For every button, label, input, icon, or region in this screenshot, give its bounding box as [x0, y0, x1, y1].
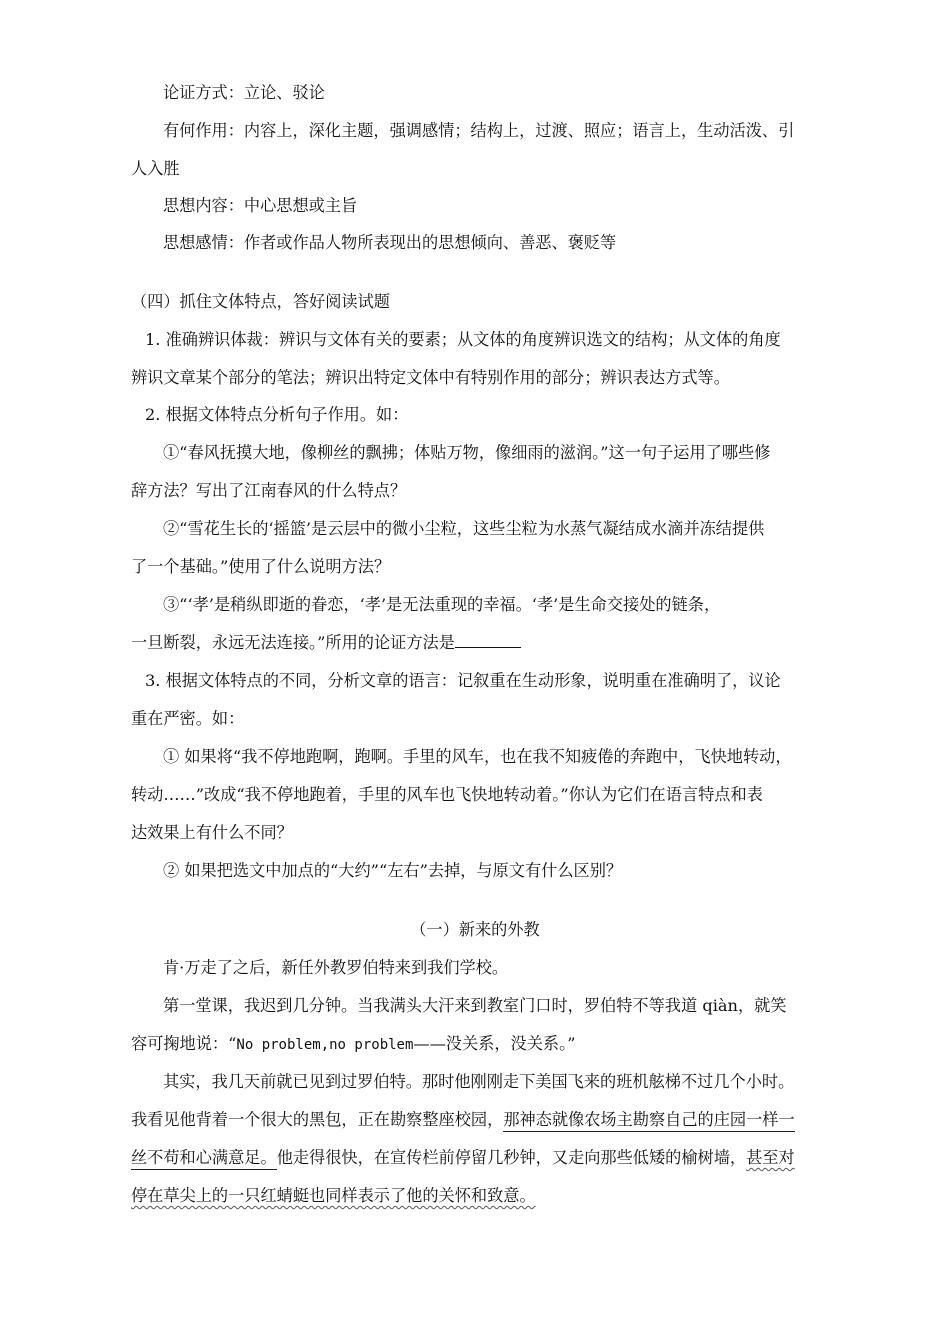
passage-para-3-cont [131, 1110, 795, 1130]
example-1-cont: 辞方法？写出了江南春风的什么特点？ [131, 481, 407, 500]
passage-para-3-cont3 [131, 1186, 536, 1206]
point-3-cont: 重在严密。如： [131, 709, 245, 728]
passage-title: （一）新来的外教 [410, 920, 540, 939]
quote-open: 容可掬地说：“ [131, 1034, 237, 1053]
note-feeling: 思想感情：作者或作品人物所表现出的思想倾向、善恶、褒贬等 [163, 233, 617, 252]
example-4: ① 如果将“我不停地跑啊，跑啊。手里的风车，也在我不知疲倦的奔跑中，飞快地转动， [163, 747, 792, 766]
english-quote: No problem,no problem [236, 1037, 414, 1053]
note-content: 思想内容：中心思想或主旨 [163, 196, 358, 215]
example-2: ②“雪花生长的‘摇篮’是云层中的微小尘粒，这些尘粒为水蒸气凝结成水滴并冻结提供 [163, 519, 765, 538]
underlined-sentence: 那神态就像农场主勘察自己的庄园一样一 [503, 1110, 794, 1132]
para-3-mid: 他走得很快，在宣传栏前停留几秒钟，又走向那些低矮的榆树墙， [276, 1148, 747, 1167]
example-4-cont2: 达效果上有什么不同？ [131, 823, 293, 842]
point-1-cont: 辨识文章某个部分的笔法；辨识出特定文体中有特别作用的部分；辨识表达方式等。 [131, 368, 730, 387]
passage-para-3: 其实，我几天前就已见到过罗伯特。那时他刚刚走下美国飞来的班机舷梯不过几个小时。 [163, 1072, 795, 1091]
wavy-underlined-sentence-cont: 停在草尖上的一只红蜻蜓也同样表示了他的关怀和致意。 [131, 1186, 536, 1205]
passage-para-1: 肯·万走了之后，新任外教罗伯特来到我们学校。 [163, 958, 509, 977]
example-3-text: 一旦断裂，永远无法连接。”所用的论证方法是 [131, 633, 455, 652]
note-function: 有何作用：内容上，深化主题，强调感情；结构上，过渡、照应；语言上，生动活泼、引 [163, 121, 795, 140]
point-2: 2. 根据文体特点分析句子作用。如： [145, 405, 409, 424]
section-heading: （四）抓住文体特点，答好阅读试题 [131, 292, 390, 311]
underlined-sentence-cont: 丝不苟和心满意足。 [131, 1148, 277, 1170]
note-function-cont: 人入胜 [131, 159, 180, 178]
answer-blank[interactable] [455, 633, 521, 648]
example-3: ③“‘孝’是稍纵即逝的眷恋，‘孝’是无法重现的幸福。‘孝’是生命交接处的链条， [163, 595, 721, 614]
para-3-text: 我看见他背着一个很大的黑包，正在勘察整座校园， [131, 1110, 504, 1129]
wavy-underlined-sentence: 甚至对 [746, 1148, 795, 1167]
passage-para-3-cont2 [131, 1148, 795, 1168]
example-3-cont [131, 633, 521, 653]
point-1: 1. 准确辨识体裁：辨识与文体有关的要素；从文体的角度辨识选文的结构；从文体的角度 [145, 330, 781, 349]
note-argument-method: 论证方式：立论、驳论 [163, 83, 325, 102]
example-1: ①“春风抚摸大地，像柳丝的飘拂；体贴万物，像细雨的滋润。”这一句子运用了哪些修 [163, 443, 771, 462]
point-3: 3. 根据文体特点的不同，分析文章的语言：记叙重在生动形象，说明重在准确明了，议论 [145, 671, 781, 690]
quote-close: ——没关系，没关系。” [413, 1034, 576, 1053]
example-5: ② 如果把选文中加点的“大约”“左右”去掉，与原文有什么区别？ [163, 861, 623, 880]
passage-para-2-cont [131, 1034, 575, 1055]
passage-para-2: 第一堂课，我迟到几分钟。当我满头大汗来到教室门口时，罗伯特不等我道 qiàn，就笑 [163, 996, 787, 1015]
example-4-cont: 转动……”改成“我不停地跑着，手里的风车也飞快地转动着。”你认为它们在语言特点和表 [131, 785, 763, 804]
example-2-cont: 了一个基础。”使用了什么说明方法？ [131, 557, 391, 576]
